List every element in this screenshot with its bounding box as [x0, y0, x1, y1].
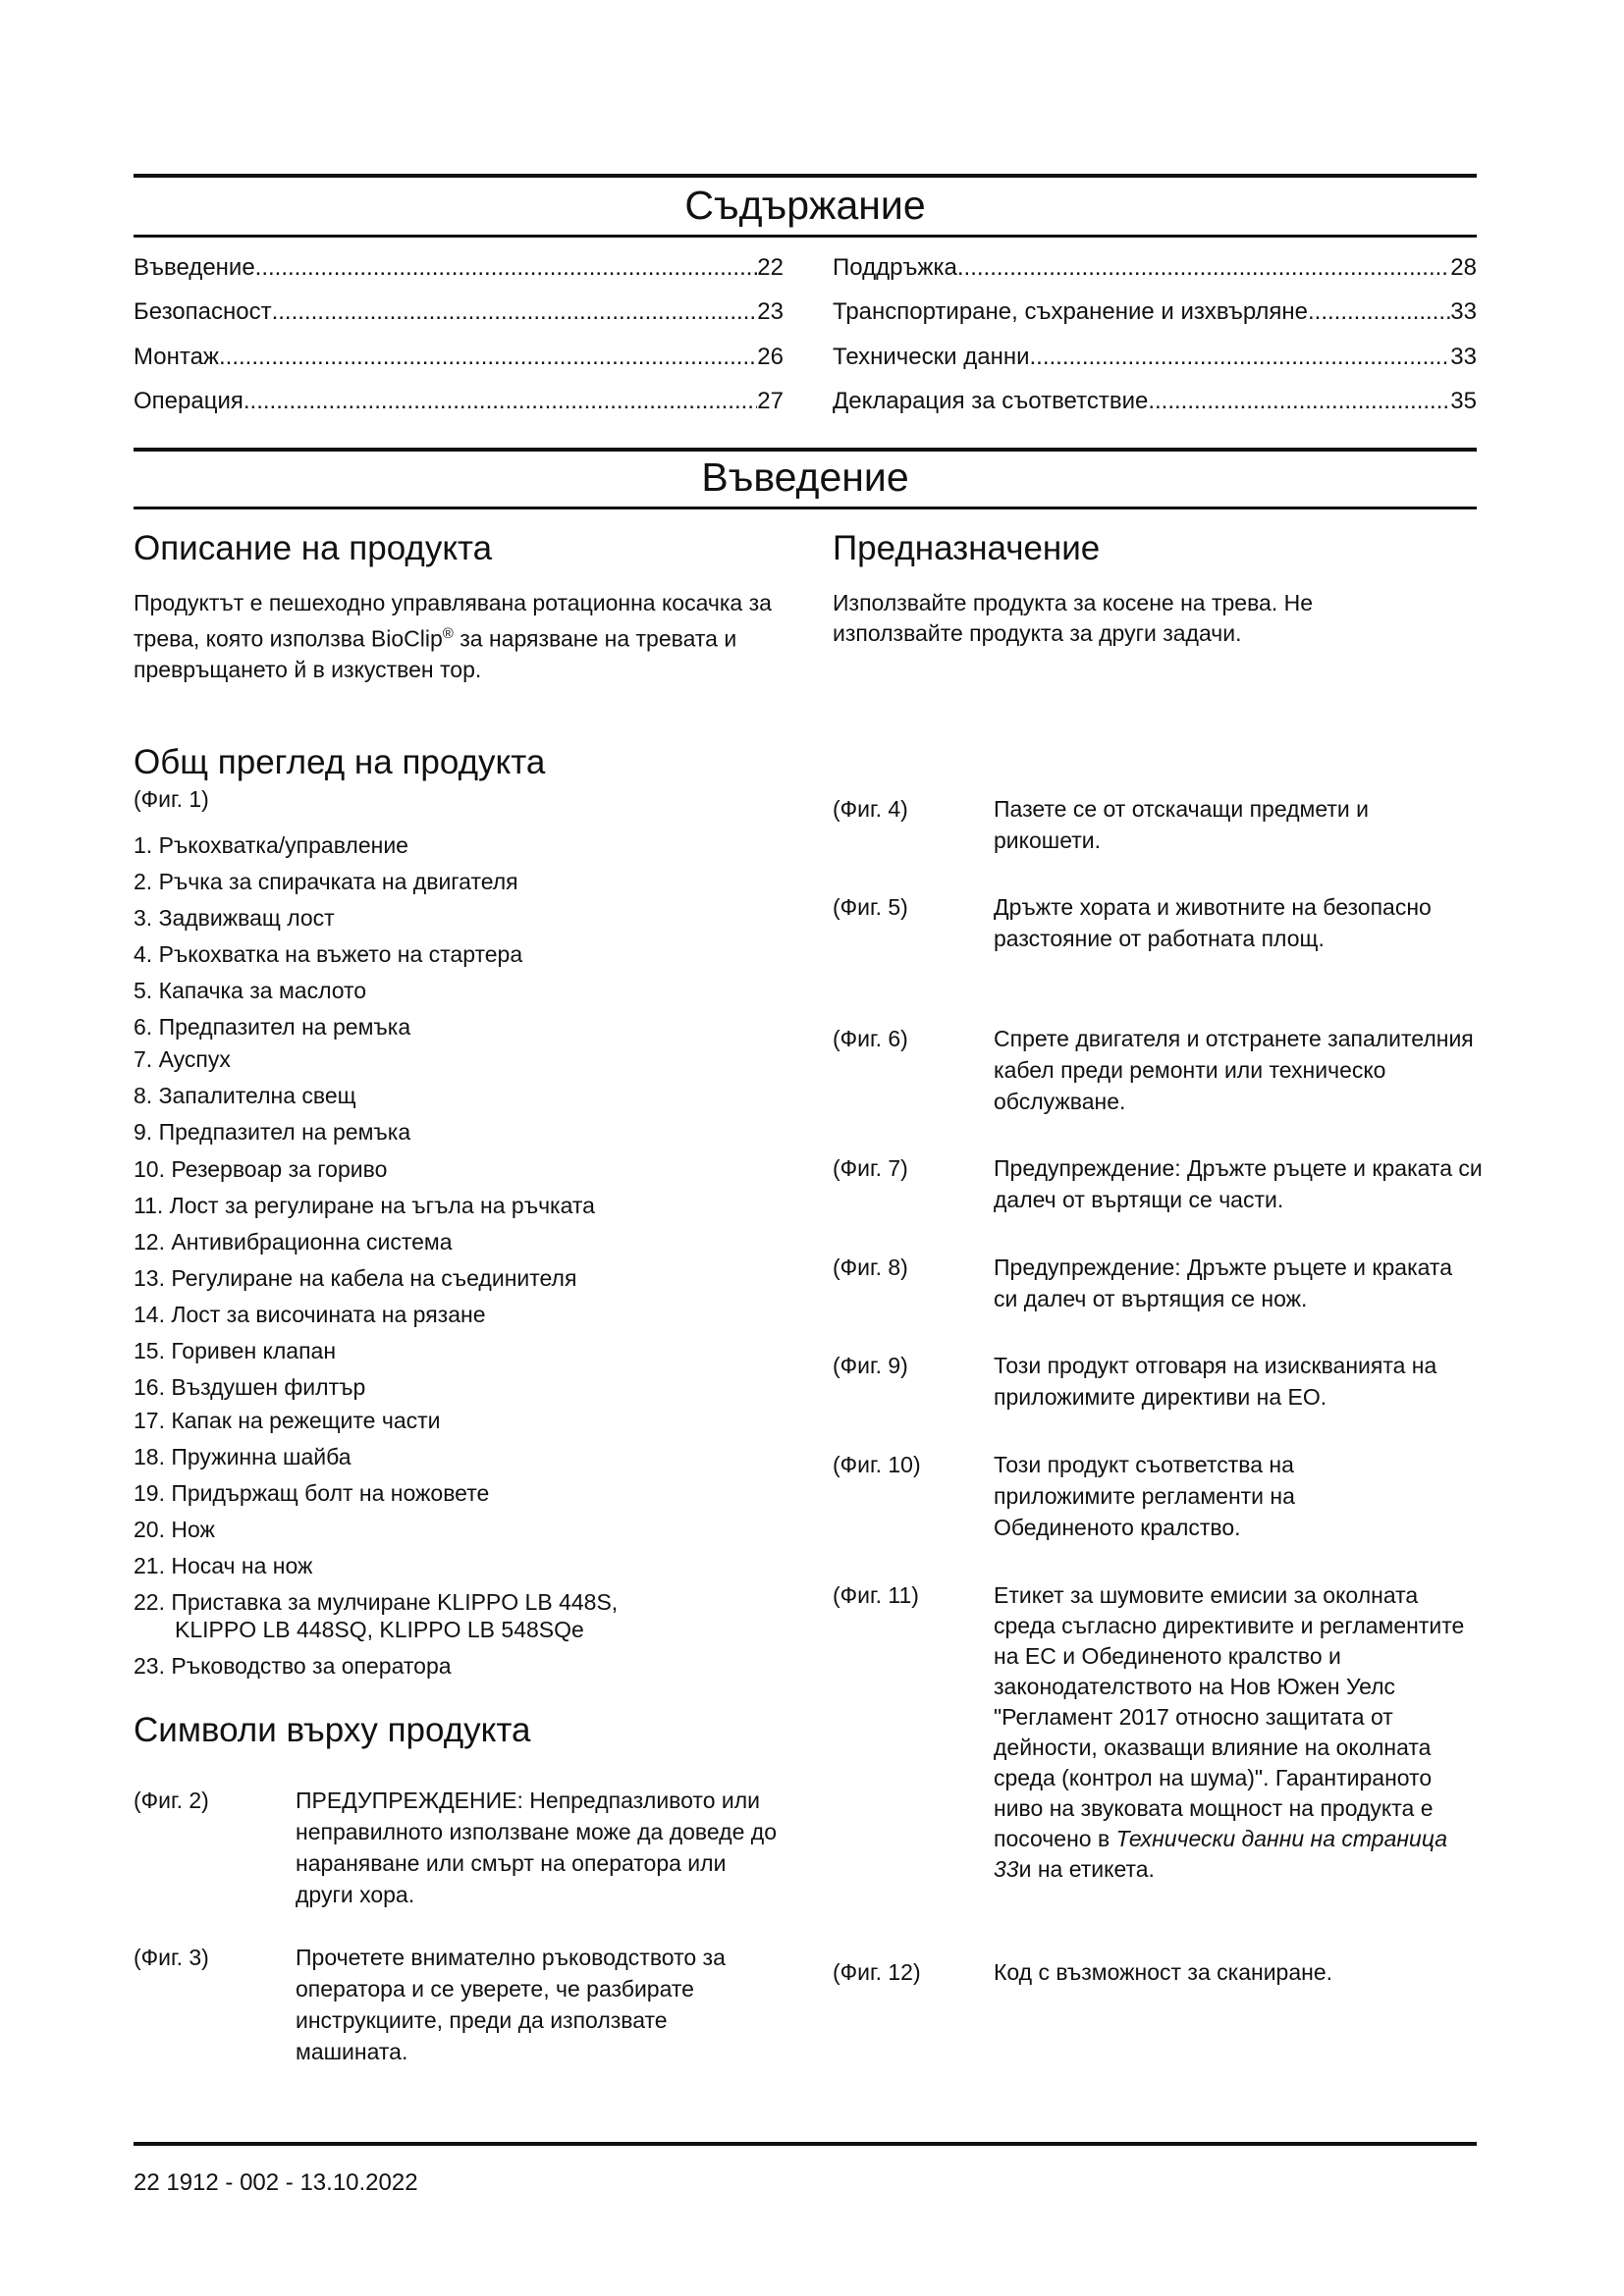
list-item: 2. Ръчка за спирачката на двигателя — [134, 869, 518, 894]
list-item: 4. Ръкохватка на въжето на стартера — [134, 941, 523, 967]
toc-entry-transport[interactable]: Транспортиране, съхранение и изхвърляне ..... 33 — [833, 298, 1477, 326]
toc-entry-declaration[interactable]: Декларация за съответствие ..... 35 — [833, 388, 1477, 415]
list-item: 10. Резервоар за гориво — [134, 1156, 388, 1182]
list-item: 14. Лост за височината на рязане — [134, 1302, 486, 1327]
list-item: 12. Антивибрационна система — [134, 1229, 453, 1255]
list-item: 23. Ръководство за оператора — [134, 1653, 452, 1679]
symbols-heading: Символи върху продукта — [134, 1711, 531, 1749]
toc-entry-operation[interactable]: Операция ..... 27 — [134, 388, 784, 415]
description-text: Продуктът е пешеходно управлявана ротационна косачка за трева, която използва BioClip® за нарязване на тревата и превръщането й в изкуствен тор. — [134, 590, 772, 682]
list-item-continuation: KLIPPO LB 448SQ, KLIPPO LB 548SQe — [175, 1617, 584, 1642]
list-item: 21. Носач на нож — [134, 1553, 313, 1578]
list-item: 11. Лост за регулиране на ъгъла на ръчката — [134, 1193, 595, 1218]
toc-entry-technical-data[interactable]: Технически данни ..... 33 — [833, 344, 1477, 371]
toc-entry-maintenance[interactable]: Поддръжка ..... 28 — [833, 254, 1477, 282]
toc-entry-assembly[interactable]: Монтаж ..... 26 — [134, 344, 784, 371]
purpose-heading: Предназначение — [833, 529, 1101, 567]
list-item: 5. Капачка за маслото — [134, 978, 367, 1003]
toc-entry-introduction[interactable]: Въведение ..... 22 — [134, 254, 784, 282]
list-item: 3. Задвижващ лост — [134, 905, 335, 931]
list-item: 9. Предпазител на ремъка — [134, 1119, 411, 1145]
toc-top-rule — [134, 174, 1477, 178]
list-item: 18. Пружинна шайба — [134, 1444, 352, 1469]
toc-bottom-rule — [134, 235, 1477, 238]
list-item: 13. Регулиране на кабела на съединителя — [134, 1265, 577, 1291]
page-footer: 22 1912 - 002 - 13.10.2022 — [134, 2169, 418, 2196]
list-item: 22. Приставка за мулчиране KLIPPO LB 448S, — [134, 1589, 619, 1615]
section-title: Въведение — [701, 454, 909, 500]
list-item: 7. Ауспух — [134, 1046, 231, 1072]
section-bottom-rule — [134, 507, 1477, 509]
technical-data-link[interactable]: Технически данни на страница 33 — [994, 1826, 1448, 1882]
overview-heading: Общ преглед на продукта — [134, 743, 546, 781]
section-top-rule — [134, 448, 1477, 452]
description-heading: Описание на продукта — [134, 529, 493, 567]
list-item: 16. Въздушен филтър — [134, 1374, 366, 1400]
list-item: 20. Нож — [134, 1517, 215, 1542]
overview-fig-ref: (Фиг. 1) — [134, 786, 209, 812]
toc-entry-safety[interactable]: Безопасност ..... 23 — [134, 298, 784, 326]
list-item: 6. Предпазител на ремъка — [134, 1014, 411, 1040]
purpose-text: Използвайте продукта за косене на трева. Не използвайте продукта за други задачи. — [833, 590, 1314, 646]
list-item: 1. Ръкохватка/управление — [134, 832, 408, 858]
list-item: 19. Придържащ болт на ножовете — [134, 1480, 490, 1506]
toc-title: Съдържание — [684, 183, 926, 228]
list-item: 8. Запалителна свещ — [134, 1083, 356, 1108]
list-item: 17. Капак на режещите части — [134, 1408, 441, 1433]
list-item: 15. Горивен клапан — [134, 1338, 337, 1363]
manual-page: Съдържание Въведение ..... 22 Безопасност ..... 23 Монтаж ..... 26 Операция ..... 27 Поддръжка ..... 28 Транспортиране, съхранение и изхвърляне ..... 33 Технически данни ..... 33 Декларация за съответствие ..... 35 Въведение Описание на продукта Продуктът е пешеходно управлявана ротационна косачка за трева, която използва BioClip® за нарязване на тревата и превръщането й в изкуствен тор. Предназначение Използвайте продукта за косене на трева. Не използвайте продукта за други задачи. Общ преглед на продукта (Фиг. 1) 1. Ръкохватка/управление 2. Ръчка за спирачката на двигателя 3. Задвижващ лост 4. Ръкохватка на въжето на стартера 5. Капачка за маслото 6. Предпазител на ремъка 7. Ауспух 8. Запалителна свещ 9. Предпазител на ремъка 10. Резервоар за гориво 11. Лост за регулиране на ъгъла на ръчката 12. Антивибрационна система 13. Регулиране на кабела на съединителя 14. Лост за височината на рязане 15. Горивен клапан 16. Въздушен филтър 17. Капак на режещите части 18. Пружинна шайба 19. Придържащ болт на ножовете 20. Нож 21. Носач на нож 22. Приставка за мулчиране KLIPPO LB 448S, KLIPPO LB 448SQ, KLIPPO LB 548SQe 23. Ръководство за оператора Символи върху продукта (Фиг. 2) ПРЕДУПРЕЖДЕНИЕ: Непредпазливото или неправилното използване може да доведе до нараняване или смърт на оператора или други хора. (Фиг. 3) Прочетете внимателно ръководството за оператора и се уверете, че разбирате инструкциите, преди да използвате машината. (Фиг. 4) Пазете се от отскачащи предмети и рикошети. (Фиг. 5) Дръжте хората и животните на безопасно разстояние от работната площ. (Фиг. 6) Спрете двигателя и отстранете запалителния кабел преди ремонти или техническо обслужване. (Фиг. 7) Предупреждение: Дръжте ръцете и краката си далеч от въртящи се части. (Фиг. 8) Предупреждение: Дръжте ръцете и краката си далеч от въртящия се нож. (Фиг. 9) Този продукт отговаря на изискванията на приложимите директиви на ЕО. (Фиг. 10) Този продукт съответства на приложимите регламенти на Обединеното кралство. (Фиг. 11) Етикет за шумовите емисии за околната среда съгласно директивите и регламентите на ЕС и Обединеното кралство и законодателството на Нов Южен Уелс "Регламент 2017 относно защитата от дейности, оказващи влияние на околната среда (контрол на шума)". Гарантираното ниво на звуковата мощност на продукта е посочено в Технически данни на страница 33и на етикета. (Фиг. 12) Код с възможност за сканиране. 22 1912 - 002 - 13.10.2022 — [134, 0, 1477, 2296]
footer-rule — [134, 2142, 1477, 2146]
